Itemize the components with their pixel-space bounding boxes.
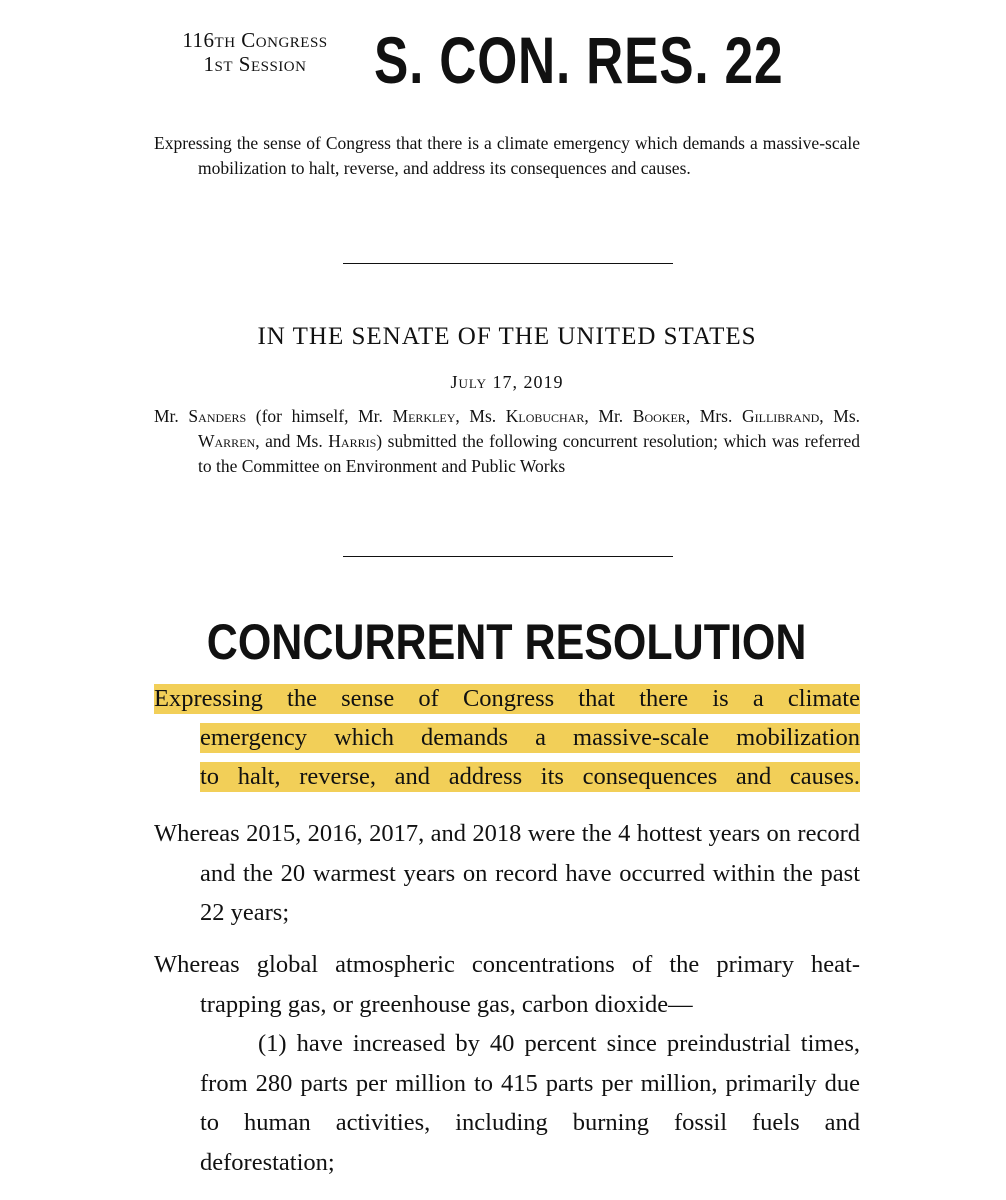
document-title: CONCURRENT RESOLUTION	[207, 614, 807, 670]
whereas-clause-1	[154, 814, 860, 933]
sponsor-gillibrand: Gillibrand	[741, 406, 820, 426]
resolution-line	[154, 680, 860, 719]
summary	[154, 131, 860, 181]
sponsor-harris: Harris	[328, 431, 377, 451]
sponsor-merkley: Merkley	[392, 406, 456, 426]
sponsor-prefix: Mr.	[154, 406, 179, 426]
resolution-line-2: emergency which demands a massive-scale mobilization	[200, 724, 860, 751]
resolution-highlighted	[154, 680, 860, 797]
chamber-heading: IN THE SENATE OF THE UNITED STATES	[257, 323, 757, 350]
sponsor-sanders: Sanders	[188, 406, 247, 426]
summary-text: Expressing the sense of Congress that there is a climate emergency which demands a massive-scale mobilization to halt, reverse, and address its consequences and causes.	[154, 133, 860, 178]
sponsors	[154, 404, 860, 479]
bill-number: S. CON. RES. 22	[374, 23, 784, 97]
resolution-line	[154, 719, 860, 758]
submission-date: July 17, 2019	[450, 372, 564, 392]
sponsor-klobuchar: Klobuchar	[505, 406, 585, 426]
sponsor-booker: Booker	[632, 406, 686, 426]
session-number: 1st Session	[203, 52, 307, 76]
divider-top	[343, 263, 673, 264]
resolution-line-1: Expressing the sense of Congress that there is a climate	[154, 685, 860, 712]
clause-item-1	[154, 1024, 860, 1182]
whereas-1-text: Whereas 2015, 2016, 2017, and 2018 were the 4 hottest years on record and the 20 warmest years on record have occurred within the past 22 years;	[154, 820, 860, 926]
divider-bottom	[343, 556, 673, 557]
whereas-clause-2	[154, 945, 860, 1024]
resolution-line-3: to halt, reverse, and address its consequences and causes.	[200, 763, 860, 790]
sponsors-text: Mr. Sanders (for himself, Mr. Merkley, Ms. Klobuchar, Mr. Booker, Mrs. Gillibrand, Ms. Warren, and Ms. Harris) submitted the following concurrent resolution; which was referred to the Committee on Environment and Public Works	[154, 406, 861, 476]
congress-number: 116th Congress	[182, 28, 328, 52]
whereas-2-text: Whereas global atmospheric concentrations of the primary heat-trapping gas, or greenhouse gas, carbon dioxide—	[154, 951, 860, 1018]
sponsor-warren: Warren	[198, 431, 256, 451]
congress-session	[150, 28, 360, 76]
clause-1-text: (1) have increased by 40 percent since preindustrial times, from 280 parts per million to 415 parts per million, primarily due to human activities, including burning fossil fuels and deforestation;	[200, 1030, 860, 1176]
resolution-line	[154, 758, 860, 797]
